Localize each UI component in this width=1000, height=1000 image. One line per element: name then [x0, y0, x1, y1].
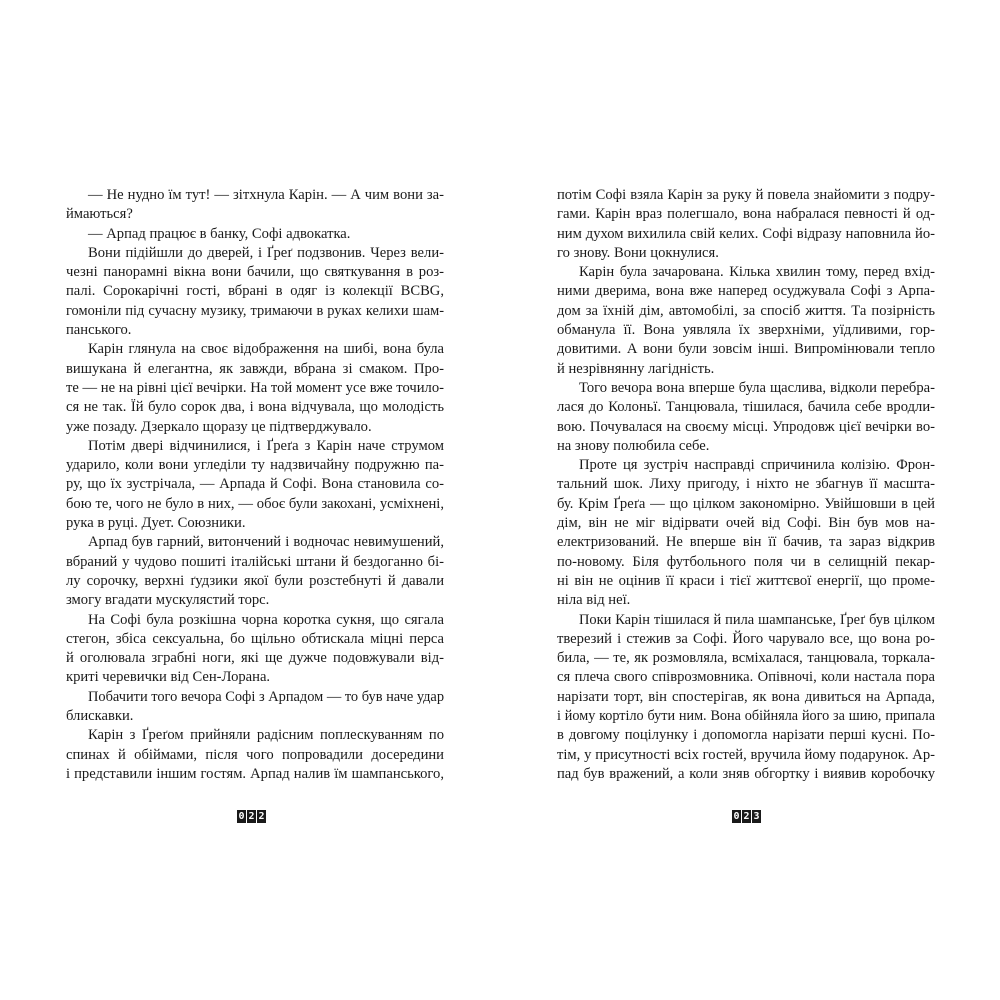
text-line: Арпад був гарний, витончений і водночас невимушений,	[88, 534, 444, 551]
text-line: дім, він не міг відірвати очей від Софі. Він був мов на-	[557, 515, 935, 532]
text-line: пад був вражений, а коли зняв обгортку і виявив коробочку	[557, 765, 935, 782]
text-line: гами. Карін враз полегшало, вона набралася певності й од-	[557, 206, 935, 223]
text-line: ся плеча свого співрозмовника. Опівночі, коли настала пора	[557, 669, 935, 686]
text-line: Поки Карін тішилася й пила шампанське, Ґреґ був цілком	[579, 611, 935, 628]
text-line: лася до Колоньї. Танцювала, тішилася, бачила себе вродли-	[557, 399, 935, 416]
text-line: тім, у присутності всіх гостей, вручила йому подарунок. Ар-	[557, 746, 935, 763]
text-line: ніла від неї.	[557, 592, 631, 609]
page-number-digit: 2	[258, 811, 265, 822]
text-line: Побачити того вечора Софі з Арпадом — то був наче удар	[88, 688, 444, 705]
text-line: На Софі була розкішна чорна коротка сукня, що сягала	[88, 611, 444, 628]
text-line: тальний шок. Лиху пригоду, і ніхто не збагнув її масшта-	[557, 476, 935, 493]
text-line: Вони підійшли до дверей, і Ґреґ подзвонив. Через вели-	[88, 244, 444, 261]
text-line: бу. Крім Ґреґа — що цілком закономірно. Увійшовши в цей	[557, 495, 935, 512]
text-line: — Арпад працює в банку, Софі адвокатка.	[88, 225, 351, 242]
text-line: ні він не оцінив її краси і тієї життєвої енергії, що проме-	[557, 572, 935, 589]
text-line: по-новому. Біля футбольного поля чи в селищній пекар-	[557, 553, 935, 570]
text-line: Карін була зачарована. Кілька хвилин тому, перед вхід-	[579, 264, 935, 281]
text-line: електризований. Не вперше він її бачив, та зараз відкрив	[557, 534, 935, 551]
text-line: уже позаду. Дзеркало щоразу це підтверджувало.	[66, 418, 372, 435]
text-line: спинах й обіймами, після чого попровадили досередини	[66, 746, 444, 763]
text-line: й оголювала зграбні ноги, які ще дужче подовжували від-	[66, 650, 444, 667]
text-line: Потім двері відчинилися, і Ґреґа з Карін наче струмом	[88, 437, 444, 454]
text-line: криті черевички від Сен-Лорана.	[66, 669, 271, 686]
text-line: потім Софі взяла Карін за руку й повела знайомити з подру-	[557, 187, 935, 203]
page-number-digit: 0	[238, 811, 245, 822]
text-line: змогу вгадати мускулястий торс.	[66, 592, 270, 609]
text-line: Карін глянула на своє відображення на шибі, вона була	[88, 341, 444, 358]
text-line: Карін з Ґреґом прийняли радісним поплескуванням по	[88, 727, 444, 744]
text-line: стегон, збіса сексуальна, бо щільно обтискала міцні перса	[66, 630, 444, 647]
text-line: і йому кортіло бути ним. Вона обійняла його за шию, припала	[557, 708, 935, 725]
page-number-digit: 2	[743, 811, 750, 822]
text-line: нарізати торт, він спостерігав, як вона дивиться на Арпада,	[557, 688, 935, 705]
text-line: вою. Почувалася на своєму місці. Упродовж цієї вечірки во-	[557, 418, 935, 435]
page-number-digit: 2	[248, 811, 255, 822]
text-line: ним духом вихилила свій келих. Софі відразу наповнила йо-	[557, 225, 935, 242]
text-line: Проте ця зустріч насправді спричинила колізію. Фрон-	[579, 457, 935, 474]
text-line: блискавки.	[66, 708, 134, 725]
text-line: чезні панорамні вікна вони бачили, що святкування в роз-	[66, 264, 444, 281]
text-line: ймаються?	[66, 206, 133, 223]
text-line: Того вечора вона вперше була щаслива, відколи перебра-	[579, 379, 935, 396]
page-number-digit: 0	[733, 811, 740, 822]
text-line: била, — те, як розмовляла, всміхалася, танцювала, торкала-	[557, 650, 935, 667]
text-line: палі. Сорокарічні гості, вбрані в одяг із колекції BCBG,	[66, 283, 444, 300]
text-line: рука в руці. Дует. Союзники.	[66, 515, 246, 532]
text-line: панського.	[66, 322, 132, 339]
text-line: те — не на рівні цієї вечірки. На той момент усе вже точило-	[66, 379, 444, 396]
text-line: ру, що їх зустрічала, — Арпада й Софі. Вона становила со-	[66, 476, 444, 493]
text-line: обманула її. Вона уявляла їх зверхніми, уїдливими, гор-	[557, 322, 935, 339]
text-line: гомоніли під сучасну музику, тримаючи в руках келихи шам-	[66, 302, 444, 319]
right-page-number	[732, 810, 761, 823]
text-line: вишукана й елегантна, як завжди, вбрана зі смаком. Про-	[66, 360, 444, 377]
text-line: вбраний у чудово пошиті італійські штани й бездоганно бі-	[66, 553, 444, 570]
text-line: на знову полюбила себе.	[557, 437, 710, 454]
text-line: го знову. Вони цокнулися.	[557, 244, 719, 261]
text-line: і представили іншим гостям. Арпад налив їм шампанського,	[66, 765, 444, 782]
text-line: ударило, коли вони угледіли ту надзвичайну подружню па-	[66, 457, 444, 474]
text-line: — Не нудно їм тут! — зітхнула Карін. — А чим вони за-	[88, 187, 444, 203]
left-page-number	[237, 810, 266, 823]
text-line: тверезий і стежив за Софі. Його чарувало все, що вона ро-	[557, 630, 935, 647]
text-line: в довгому поцілунку і допомогла нарізати перші куснi. По-	[557, 727, 935, 744]
text-line: лу сорочку, верхні ґудзики якої були розстебнуті й давали	[66, 572, 444, 589]
text-line: довитими. А вони були зовсім інші. Випромінювали тепло	[557, 341, 935, 358]
page-number-digit: 3	[753, 811, 760, 822]
text-line: й незрівнянну лагідність.	[557, 360, 715, 377]
text-line: ся не так. Їй було сорок два, і вона відчувала, що молодість	[66, 399, 444, 416]
text-line: дом за їхній дім, автомобілі, за спосіб життя. Та позірність	[557, 302, 935, 319]
text-line: ними дверима, вона вже наперед осуджувала Софі з Арпа-	[557, 283, 935, 300]
left-page-text	[66, 186, 444, 784]
right-page-text	[557, 186, 935, 784]
text-line: бою те, чого не було в них, — обоє були закохані, усміхнені,	[66, 495, 444, 512]
